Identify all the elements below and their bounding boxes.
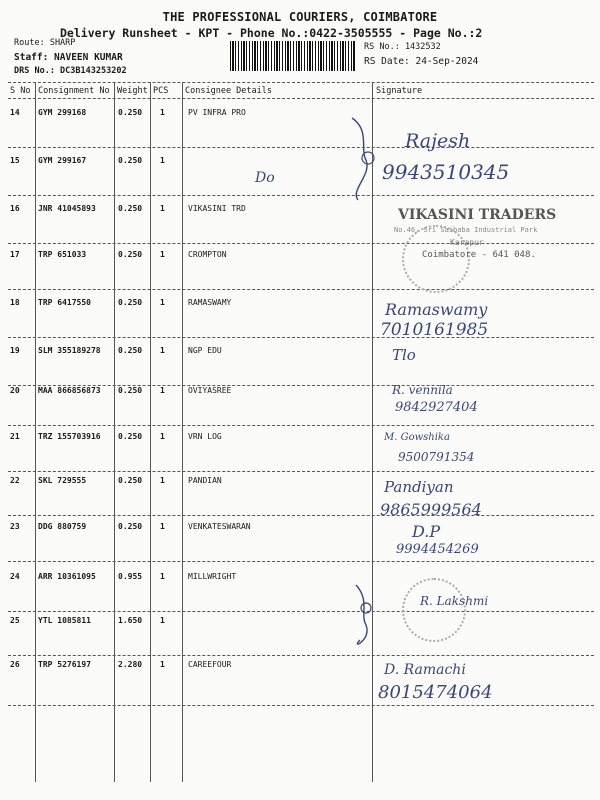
col-signature: Signature: [376, 86, 423, 96]
phone-20: 9842927404: [395, 400, 478, 415]
rs-number: RS No.: 1432532: [364, 42, 441, 52]
row-weight: 0.250: [118, 250, 143, 259]
row-consignment: GYM 299167: [38, 156, 87, 165]
row-consignment: ARR 10361095: [38, 572, 96, 581]
row-consignment: YTL 1085811: [38, 616, 91, 625]
row-weight: 0.250: [118, 156, 143, 165]
row-sno: 21: [10, 432, 20, 441]
row-sno: 16: [10, 204, 20, 213]
signature-26: D. Ramachi: [384, 662, 466, 678]
row-pcs: 1: [160, 346, 165, 355]
signature-23: D.P: [412, 522, 441, 541]
row-sno: 22: [10, 476, 20, 485]
row-pcs: 1: [160, 298, 165, 307]
row-consignee: VIKASINI TRD: [188, 204, 246, 213]
row-consignment: SKL 729555: [38, 476, 87, 485]
signature-18: Ramaswamy: [385, 300, 488, 319]
signature-14: Rajesh: [405, 130, 471, 152]
phone-15: 9943510345: [382, 160, 510, 184]
signature-21: M. Gowshika: [384, 432, 450, 443]
col-pcs: PCS: [153, 86, 169, 96]
ditto-mark: Do: [255, 170, 275, 186]
row-weight: 0.250: [118, 432, 143, 441]
row-sno: 20: [10, 386, 20, 395]
row-consignment: TRP 651033: [38, 250, 87, 259]
row-weight: 0.250: [118, 522, 143, 531]
row-sno: 25: [10, 616, 20, 625]
signature-19: Tlo: [392, 346, 416, 364]
row-sno: 23: [10, 522, 20, 531]
row-pcs: 1: [160, 432, 165, 441]
row-pcs: 1: [160, 204, 165, 213]
signature-22: Pandiyan: [384, 478, 454, 496]
phone-26: 8015474064: [378, 682, 493, 703]
row-weight: 0.250: [118, 386, 143, 395]
company-title: THE PROFESSIONAL COURIERS, COIMBATORE: [162, 10, 438, 24]
row-consignment: TRP 5276197: [38, 660, 91, 669]
row-sno: 17: [10, 250, 20, 259]
row-consignment: JNR 41045893: [38, 204, 96, 213]
stamp-address-line2: Karapur: [450, 238, 484, 247]
row-sno: 19: [10, 346, 20, 355]
rs-date: RS Date: 24-Sep-2024: [364, 56, 479, 67]
row-weight: 0.250: [118, 476, 143, 485]
row-weight: 2.280: [118, 660, 143, 669]
row-consignee: RAMASWAMY: [188, 298, 232, 307]
route-label: Route: SHARP: [14, 38, 76, 48]
runsheet-subtitle: Delivery Runsheet - KPT - Phone No.:0422-3505555 - Page No.:2: [60, 26, 483, 40]
drs-number: DRS No.: DC3B143253202: [14, 66, 127, 76]
row-consignee: PV INFRA PRO: [188, 108, 246, 117]
row-weight: 0.250: [118, 108, 143, 117]
row-pcs: 1: [160, 616, 165, 625]
row-sno: 26: [10, 660, 20, 669]
row-pcs: 1: [160, 250, 165, 259]
phone-22: 9865999564: [380, 500, 482, 519]
row-consignee: VRN LOG: [188, 432, 222, 441]
row-pcs: 1: [160, 522, 165, 531]
row-weight: 0.955: [118, 572, 143, 581]
stamp-name: VIKASINI TRADERS: [398, 207, 557, 223]
phone-23: 9994454269: [396, 542, 479, 557]
row-consignee: MILLWRIGHT: [188, 572, 237, 581]
row-consignment: MAA 866856873: [38, 386, 101, 395]
row-weight: 0.250: [118, 298, 143, 307]
col-consignment: Consignment No: [38, 86, 110, 96]
phone-18: 7010161985: [380, 320, 489, 340]
row-sno: 24: [10, 572, 20, 581]
stamp-address-line3: Coimbatore - 641 048.: [422, 250, 536, 260]
row-consignee: CROMPTON: [188, 250, 227, 259]
row-consignment: TRZ 155703916: [38, 432, 101, 441]
staff-label: Staff: NAVEEN KUMAR: [14, 52, 123, 63]
row-consignee: VENKATESWARAN: [188, 522, 251, 531]
row-pcs: 1: [160, 660, 165, 669]
row-consignee: NGP EDU: [188, 346, 222, 355]
row-pcs: 1: [160, 108, 165, 117]
row-pcs: 1: [160, 476, 165, 485]
signature-24: R. Lakshmi: [420, 594, 489, 608]
row-sno: 18: [10, 298, 20, 307]
row-sno: 14: [10, 108, 20, 117]
row-consignment: DDG 880759: [38, 522, 87, 531]
row-consignment: TRP 6417550: [38, 298, 91, 307]
row-pcs: 1: [160, 572, 165, 581]
row-consignment: GYM 299168: [38, 108, 87, 117]
col-sno: S No: [10, 86, 31, 96]
col-consignee: Consignee Details: [185, 86, 272, 96]
row-consignee: PANDIAN: [188, 476, 222, 485]
row-weight: 1.650: [118, 616, 143, 625]
col-weight: Weight: [117, 86, 148, 96]
signature-20: R. vennila: [392, 383, 453, 397]
row-pcs: 1: [160, 156, 165, 165]
row-consignment: SLM 355189278: [38, 346, 101, 355]
row-weight: 0.250: [118, 346, 143, 355]
phone-21: 9500791354: [398, 450, 475, 464]
row-weight: 0.250: [118, 204, 143, 213]
row-pcs: 1: [160, 386, 165, 395]
row-sno: 15: [10, 156, 20, 165]
seal-stamp-circle: [402, 578, 466, 642]
row-consignee: OVIYASREE: [188, 386, 232, 395]
row-consignee: CAREEFOUR: [188, 660, 232, 669]
stamp-address-line1: No.46, Sri Saibaba Industrial Park: [394, 226, 538, 234]
